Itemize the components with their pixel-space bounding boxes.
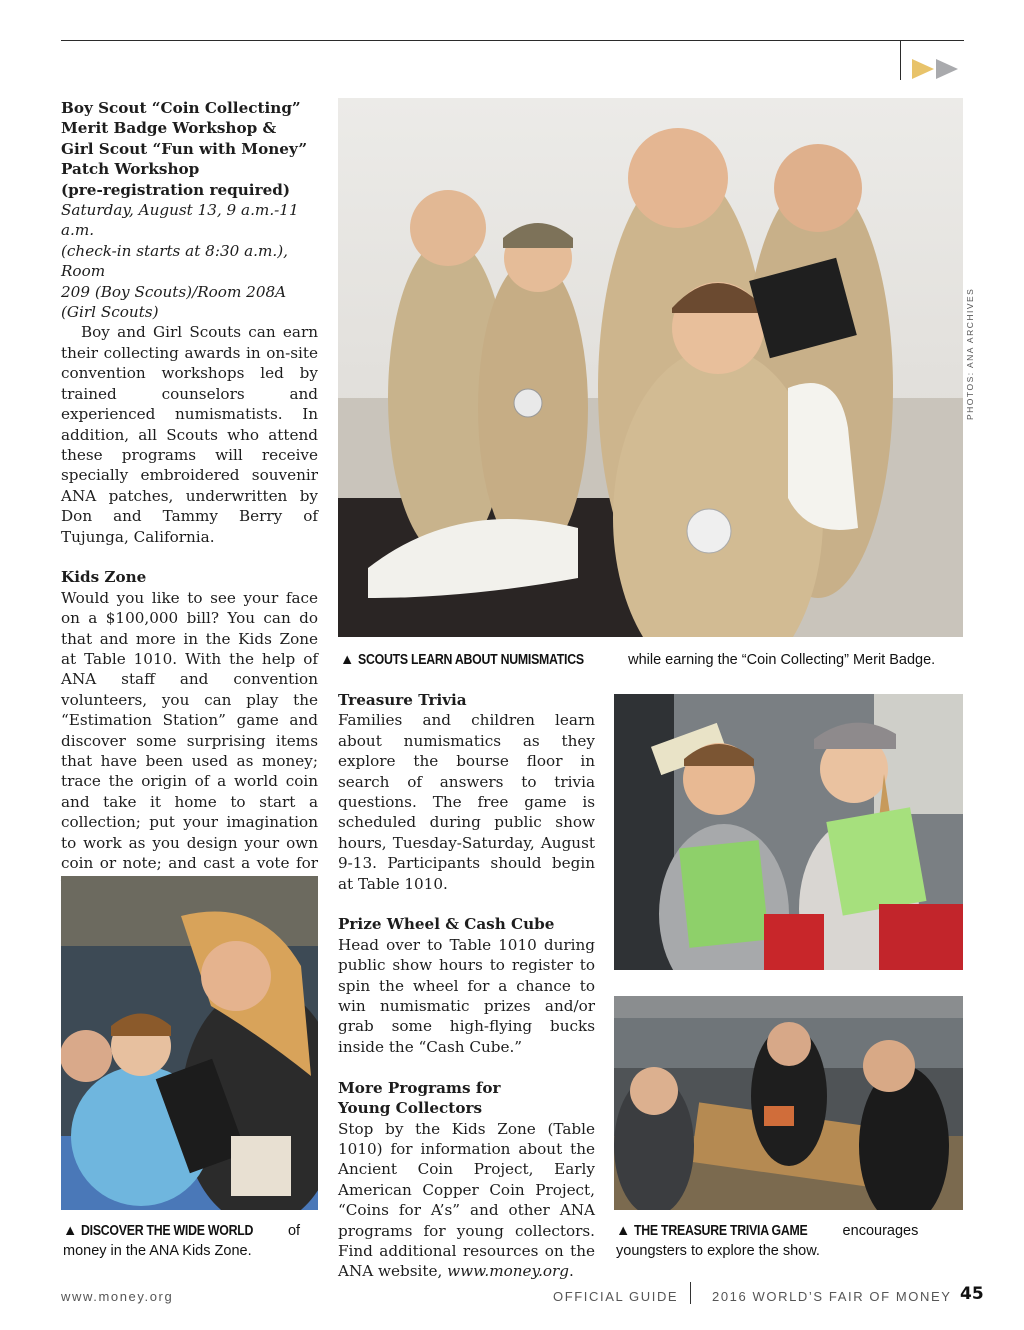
boy-scout-schedule: Saturday, August 13, 9 a.m.-11 a.m. (check-in starts at 8:30 a.m.), Room 209 (Boy Scouts)/Room 208A (Girl Scouts)	[61, 201, 299, 322]
money-website-link[interactable]: www.money.org	[447, 1262, 570, 1281]
more-programs-body: Stop by the Kids Zone (Table 1010) for information about the Ancient Coin Project, Early American Copper Coin Project, “Coins for A’s” and other ANA programs for young collectors. Find additional resources on the ANA website, www.money.org.	[338, 1119, 595, 1281]
treasure-trivia-photo	[614, 694, 963, 970]
top-rule-divider	[900, 40, 901, 80]
caption-marker: ▲	[616, 1223, 631, 1239]
footer-divider	[690, 1282, 691, 1304]
scouts-caption	[340, 650, 965, 670]
caption-lead: DISCOVER THE WIDE WORLD	[81, 1223, 254, 1239]
middle-column	[338, 690, 595, 1282]
prize-wheel-body: Head over to Table 1010 during public show hours to register to spin the wheel for a chance to win numismatic prizes and/or grab some high-flying bucks inside the “Cash Cube.”	[338, 935, 595, 1056]
caption-lead: SCOUTS LEARN ABOUT NUMISMATICS	[358, 652, 585, 668]
caption-rest: of money in the ANA Kids Zone.	[63, 1223, 301, 1259]
treasure-trivia-heading: Treasure Trivia	[338, 691, 467, 709]
trivia-game-caption	[616, 1221, 965, 1261]
caption-rest: encourages youngsters to explore the show.	[616, 1223, 919, 1259]
footer-url: www.money.org	[61, 1289, 174, 1304]
left-column	[61, 98, 318, 935]
scouts-photo	[338, 98, 963, 637]
page-number: 45	[960, 1284, 984, 1304]
caption-rest: while earning the “Coin Collecting” Merit Badge.	[624, 652, 936, 668]
treasure-trivia-body: Families and children learn about numismatics as they explore the bourse floor in search of answers to trivia questions. The free game is scheduled during public show hours, Tuesday-Saturday, August 9-13. Participants should begin at Table 1010.	[338, 711, 595, 893]
bourse-floor-photo	[614, 996, 963, 1210]
footer-guide: OFFICIAL GUIDE	[553, 1289, 679, 1304]
caption-marker: ▲	[340, 652, 355, 668]
photo-credit: PHOTOS: ANA ARCHIVES	[965, 287, 975, 420]
prize-wheel-heading: Prize Wheel & Cash Cube	[338, 915, 555, 934]
more-programs-heading: More Programs for Young Collectors	[338, 1078, 501, 1118]
caption-marker: ▲	[63, 1223, 78, 1239]
kids-zone-photo	[61, 876, 318, 1210]
double-arrow-right-icon	[912, 58, 968, 80]
top-rule	[61, 40, 964, 41]
boy-scout-body: Boy and Girl Scouts can earn their collecting awards in on-site convention workshops led by trained counselors and experienced numismatists. In addition, all Scouts who attend these programs will receive specially embroidered souvenir ANA patches, underwritten by Don and Tammy Berry of Tujunga, California.	[61, 323, 318, 546]
footer-event: 2016 WORLD’S FAIR OF MONEY	[712, 1289, 952, 1304]
kids-zone-heading: Kids Zone	[61, 568, 147, 587]
boy-scout-heading: Boy Scout “Coin Collecting” Merit Badge Workshop & Girl Scout “Fun with Money” Patch Workshop (pre-registration required)	[61, 99, 308, 199]
wide-world-caption	[63, 1221, 318, 1261]
kids-zone-body: Would you like to see your face on a $100,000 bill? You can do that and more in the Kids Zone at Table 1010. With the help of ANA staff and convention volunteers, you can play the “Estimation Station” game and discover some surprising items that have been used as money; trace the origin of a world coin and take it home to start a collection; put your imagination to work as you design your own coin or note; and cast a vote for	[61, 588, 318, 873]
caption-lead: THE TREASURE TRIVIA GAME	[634, 1223, 808, 1239]
